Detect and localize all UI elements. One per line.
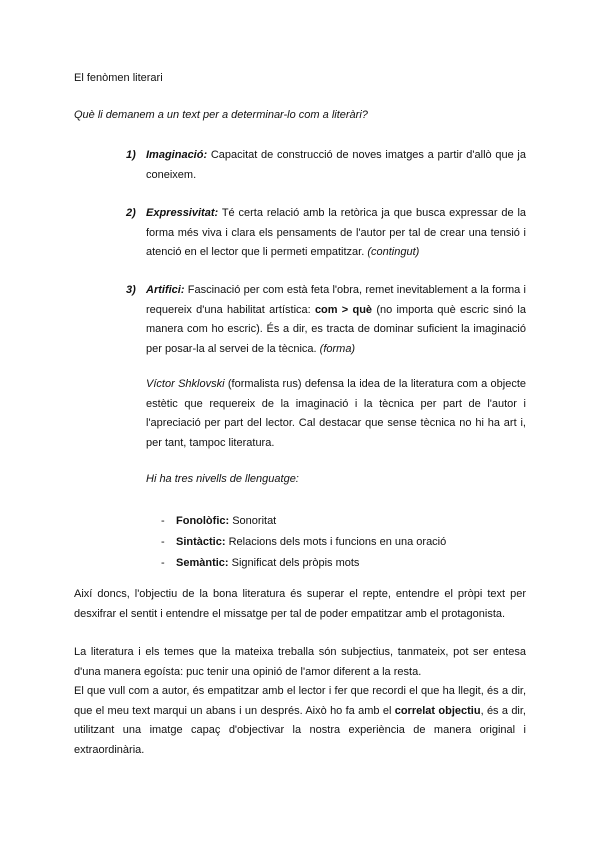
list-item (161, 532, 446, 553)
correlat-objectiu: correlat objectiu (394, 704, 481, 717)
item-tag: (contingut) (367, 246, 420, 258)
item-description-cont: (no importa què escric sinó la manera com ho escric). És a dir, es tracta de dominar suficient la imaginació per posar-la al servei de la tècnica. (146, 303, 526, 355)
level-text: Sonoritat (229, 515, 277, 527)
item-number: 2) (126, 207, 136, 219)
item-description: Té certa relació amb la retòrica ja que busca expressar de la forma més viva i clara els pensaments de l'autor per tal de crear una tensió i atenció en el lector que li permeti empatitzar. (146, 207, 526, 258)
level-label: Sintàctic: (176, 536, 226, 548)
dash-bullet: - (161, 515, 165, 527)
item-term: Expressivitat: (146, 207, 219, 219)
item-text (146, 204, 526, 263)
subjectivity-paragraph: La literatura i els temes que la mateixa treballa són subjectius, tanmateix, pot ser entesa d'una manera egoísta: puc tenir una opinió de l'amor diferent a la resta. (74, 646, 526, 678)
item-emphasis: com > què (314, 303, 373, 316)
author-name: Víctor Shklovski (146, 378, 225, 390)
level-text: Relacions dels mots i funcions en una oració (225, 536, 447, 548)
item-term: Imaginació: (146, 149, 208, 161)
level-label: Fonolòfic: (176, 515, 230, 527)
conclusion-paragraph: Així doncs, l'objectiu de la bona literatura és superar el repte, entendre el pròpi text per desxifrar el sentit i entendre el missatge per tal de poder empatitzar amb el protagonista. (74, 588, 526, 620)
list-item (161, 553, 446, 574)
item-term: Artifici: (146, 284, 185, 296)
level-text: Significat dels pròpis mots (228, 557, 360, 569)
item-tag: (forma) (319, 342, 356, 355)
list-item (161, 511, 446, 532)
document-title: El fenòmen literari (74, 72, 163, 84)
levels-heading: Hi ha tres nivells de llenguatge: (146, 473, 299, 485)
author-paragraph (74, 682, 526, 760)
author-text: El que vull com a autor, és empatitzar amb el lector i fer que recordi el que ha llegit, és a dir, que el meu text marqui un abans i un després. Això ho fa amb el (74, 685, 526, 717)
guiding-question: Què li demanem a un text per a determinar-lo com a literàri? (74, 109, 368, 121)
shklovski-text: (formalista rus) defensa la idea de la literatura com a objecte estètic que requereix de la imaginació i la tècnica per part de l'autor i l'apreciació per part del lector. Cal destacar que sense tècnica no hi ha art i, per tant, tampoc literatura. (146, 378, 526, 449)
item-description: Capacitat de construcció de noves imatges a partir d'allò que ja coneixem. (146, 149, 526, 181)
levels-list (161, 511, 446, 574)
item-text (146, 146, 526, 185)
item-number: 3) (126, 284, 136, 296)
item-text (146, 281, 526, 359)
author-text-cont: , és a dir, utilitzant una imatge capaç d'objectivar la nostra experiència de manera original i extraordinària. (74, 704, 526, 756)
list-item-imaginacio (126, 146, 526, 185)
dash-bullet: - (161, 536, 165, 548)
level-label: Semàntic: (176, 557, 229, 569)
shklovski-paragraph (146, 375, 526, 453)
item-number: 1) (126, 149, 136, 161)
item-description: Fascinació per com està feta l'obra, remet inevitablement a la forma i requereix d'una habilitat artística: (146, 284, 526, 316)
list-item-artifici (126, 281, 526, 359)
dash-bullet: - (161, 557, 165, 569)
list-item-expressivitat (126, 204, 526, 263)
